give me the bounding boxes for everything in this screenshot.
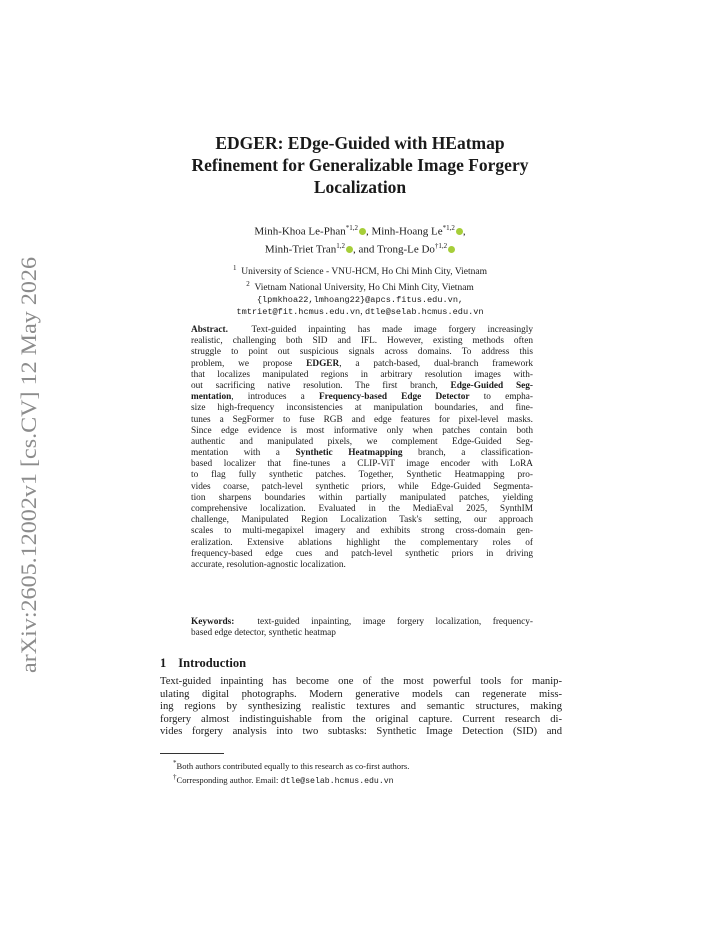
email-link[interactable]: dtle@selab.hcmus.edu.vn	[280, 777, 394, 787]
keywords-heading: Keywords:	[191, 617, 235, 627]
orcid-icon[interactable]	[359, 228, 366, 235]
section-heading	[160, 656, 246, 671]
arxiv-id-text: arXiv:2605.12002v1 [cs.CV] 12 May 2026	[16, 292, 41, 673]
author-name[interactable]: Trong-Le Do	[376, 243, 435, 256]
abstract-heading: Abstract.	[191, 325, 228, 335]
email-line: tmtriet@fit.hcmus.edu.vn, dtle@selab.hcmus.edu.vn	[236, 307, 484, 318]
section-number: 1	[160, 656, 167, 670]
footnote-1: *Both authors contributed equally to this research as co-first authors.	[173, 759, 410, 771]
author-line: Minh-Triet Tran$^{1,2}$ , and Trong-Le Do$^{\dagger 1,2}$	[150, 239, 570, 257]
author-line: Minh-Khoa Le-Phan$^{*1,2}$ , Minh-Hoang Le$^{*1,2}$ ,	[254, 224, 466, 238]
orcid-icon[interactable]	[346, 246, 353, 253]
intro-paragraph: Text-guided inpainting has become one of the most powerful tools for manip- ulating digital photographs. Modern generative models can regenerate miss- ing regions by synthesizing realistic textures and semantic structures, making forgery almost indistinguishable from the original capture. Current research di- vides forgery analysis into two subtasks: Synthetic Image Detection (SID) and	[160, 676, 562, 738]
orcid-icon[interactable]	[448, 246, 455, 253]
affiliation-1: $^1$ University of Science - VNU-HCM, Ho Chi Minh City, Vietnam	[233, 264, 487, 278]
affiliations	[150, 262, 570, 318]
author-list	[150, 221, 570, 257]
email-link[interactable]: dtle@selab.hcmus.edu.vn	[364, 307, 484, 318]
footnotes	[173, 758, 409, 788]
keywords: Keywords: text-guided inpainting, image forgery localization, frequency- based edge detector, synthetic heatmap	[191, 617, 533, 639]
footnote-2: †Corresponding author. Email: dtle@selab.hcmus.edu.vn	[173, 773, 394, 787]
email-line[interactable]: {lpmkhoa22,lmhoang22}@apcs.fitus.edu.vn,	[256, 295, 464, 306]
title-line: EDGER: EDge-Guided with HEatmap	[215, 133, 505, 153]
email-link[interactable]: tmtriet@fit.hcmus.edu.vn	[236, 307, 361, 318]
arxiv-side-stamp	[6, 255, 50, 675]
section-title: Introduction	[178, 656, 247, 670]
author-name[interactable]: Minh-Hoang Le	[371, 225, 443, 238]
author-name[interactable]: Minh-Khoa Le-Phan	[254, 225, 346, 238]
orcid-icon[interactable]	[456, 228, 463, 235]
affiliation-2: $^2$ Vietnam National University, Ho Chi Minh City, Vietnam	[246, 280, 474, 294]
abstract: Abstract. Text-guided inpainting has made image forgery increasingly realistic, challenging both SID and IFL. However, existing methods often struggle to point out suspicious signals across domains. To address this problem, we propose EDGER, a patch-based, dual-branch framework that localizes manipulated regions in arbitrary resolution images with- out sacrificing native resolution. The first branch, Edge-Guided Seg- mentation, introduces a Frequency-based Edge Detector to empha- size high-frequency inconsistencies at manipulation boundaries, and fine- tunes a SegFormer to fuse RGB and edge features for pixel-level masks. Since edge evidence is most informative only when patches contain both authentic and manipulated pixels, we complement Edge-Guided Seg- mentation with a Synthetic Heatmapping branch, a classification- based localizer that fine-tunes a CLIP-ViT image encoder with LoRA to flag fully synthetic patches. Together, Synthetic Heatmapping pro- vides coarse, patch-level synthetic priors, while Edge-Guided Segmenta- tion sharpens boundaries within partially manipulated patches, yielding comprehensive localization. Evaluated in the MediaEval 2025, SynthIM challenge, Manipulated Region Localization Task's setting, our approach scales to multi-megapixel imagery and exhibits strong cross-domain gen- eralization. Extensive ablations highlight the complementary roles of frequency-based edge cues and patch-level synthetic priors in driving accurate, resolution-agnostic localization.	[191, 325, 533, 570]
title-line: Localization	[313, 177, 407, 197]
paper-title	[150, 132, 570, 198]
title-line: Refinement for Generalizable Image Forgery	[191, 155, 529, 175]
footnote-rule	[160, 753, 224, 754]
author-name[interactable]: Minh-Triet Tran	[264, 243, 337, 256]
